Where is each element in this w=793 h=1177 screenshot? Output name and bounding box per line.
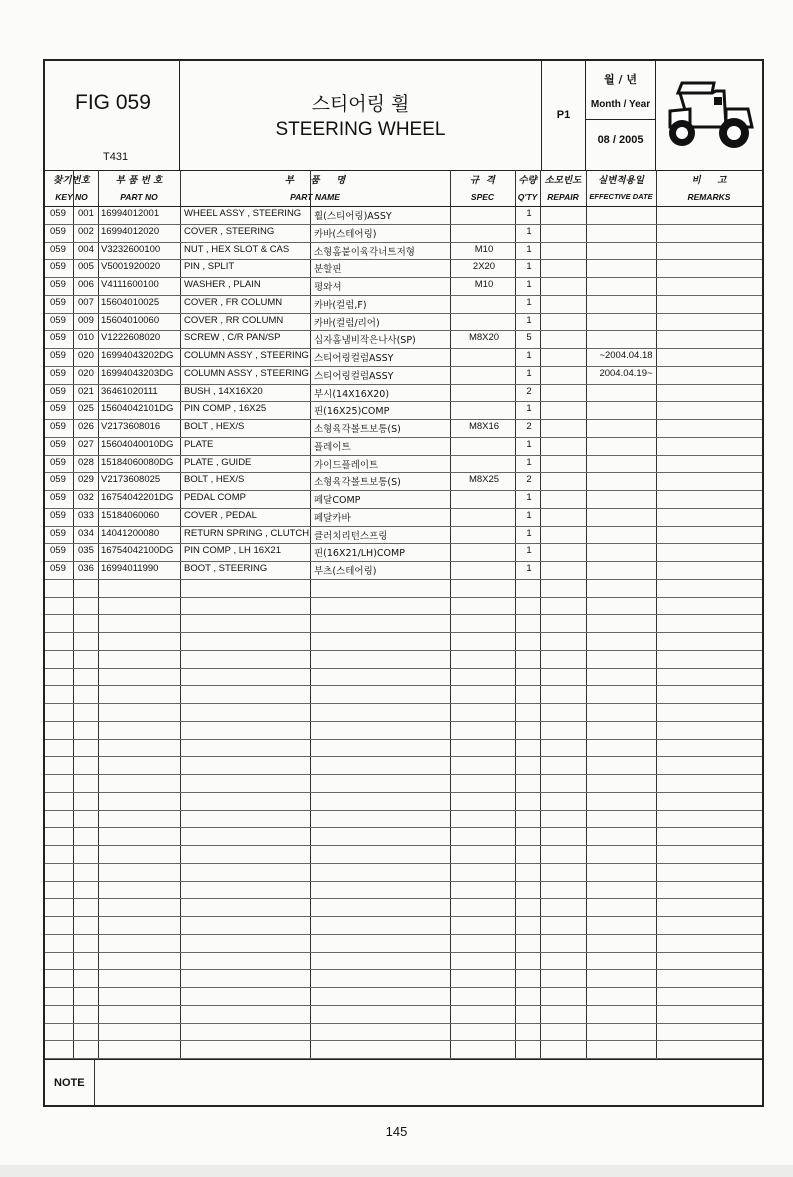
row-rule bbox=[45, 650, 762, 651]
part-number: V1222608020 bbox=[101, 332, 161, 344]
quantity: 2 bbox=[526, 421, 532, 432]
table-row bbox=[45, 259, 762, 277]
key-number: 035 bbox=[78, 545, 94, 557]
fig-number: FIG 059 bbox=[75, 91, 151, 114]
table-row bbox=[45, 526, 762, 544]
spec: M8X16 bbox=[468, 421, 500, 432]
part-name-korean: 십자홈냄비작은나사(SP) bbox=[314, 335, 416, 347]
col-repair-en: REPAIR bbox=[547, 192, 579, 202]
part-name-korean: 페달COMP bbox=[314, 495, 361, 506]
key-number: 010 bbox=[78, 332, 94, 344]
col-key-no-ko: 찾기번호 bbox=[53, 175, 90, 186]
part-name-korean: 평와셔 bbox=[314, 282, 342, 293]
col-spec-ko: 규 격 bbox=[470, 175, 495, 186]
col-key-no bbox=[45, 170, 98, 206]
col-qty bbox=[515, 170, 540, 206]
part-name: COLUMN ASSY , STEERING bbox=[184, 350, 309, 361]
table-row bbox=[45, 561, 762, 579]
part-name-korean: 스티어링컬럼ASSY bbox=[314, 370, 394, 382]
page-code: P1 bbox=[556, 109, 571, 121]
part-name: NUT , HEX SLOT & CAS bbox=[184, 243, 290, 255]
row-rule bbox=[45, 952, 762, 953]
col-part-no-ko: 부 품 번 호 bbox=[115, 175, 163, 186]
effective-date: ~2004.04.18 bbox=[599, 350, 653, 361]
quantity: 1 bbox=[526, 296, 532, 308]
row-rule bbox=[45, 614, 762, 615]
key-number: 032 bbox=[78, 492, 94, 503]
figure-number: 059 bbox=[50, 314, 66, 326]
figure-number: 059 bbox=[50, 296, 66, 308]
figure-number: 059 bbox=[50, 474, 66, 486]
row-rule bbox=[45, 721, 762, 722]
effective-date: 2004.04.19~ bbox=[599, 367, 653, 379]
part-name: COLUMN ASSY , STEERING bbox=[184, 367, 309, 379]
key-number: 002 bbox=[78, 225, 94, 237]
parts-sheet bbox=[43, 59, 764, 1107]
row-rule bbox=[45, 739, 762, 740]
col-part-no bbox=[98, 170, 180, 206]
part-name-korean: 클러치리턴스프링 bbox=[314, 530, 388, 542]
part-number: V3232600100 bbox=[101, 243, 161, 255]
quantity: 1 bbox=[526, 350, 532, 361]
part-number: V4111600100 bbox=[101, 279, 159, 290]
key-number: 025 bbox=[78, 403, 94, 415]
part-name: PLATE bbox=[184, 438, 214, 450]
title-cell bbox=[180, 61, 542, 170]
part-number: 15184060060 bbox=[101, 509, 160, 521]
key-number: 005 bbox=[78, 261, 94, 273]
quantity: 1 bbox=[526, 279, 532, 290]
part-name-korean: 분할핀 bbox=[314, 264, 342, 276]
part-number: 16994012001 bbox=[101, 208, 160, 219]
figure-number: 059 bbox=[50, 332, 66, 344]
key-number: 009 bbox=[78, 314, 94, 326]
part-name-korean: 핀(16X25)COMP bbox=[314, 406, 390, 418]
row-rule bbox=[45, 792, 762, 793]
key-number: 034 bbox=[78, 527, 94, 539]
key-number: 026 bbox=[78, 421, 94, 432]
table-row bbox=[45, 401, 762, 419]
table-row bbox=[45, 206, 762, 224]
figure-number: 059 bbox=[50, 545, 66, 557]
col-remarks-ko: 비 고 bbox=[691, 175, 727, 186]
col-remarks-en: REMARKS bbox=[687, 192, 731, 202]
figure-number: 059 bbox=[50, 243, 66, 255]
spec: M8X20 bbox=[468, 332, 500, 344]
row-rule bbox=[45, 916, 762, 917]
effective-month-year: 08 / 2005 bbox=[597, 134, 644, 146]
row-rule bbox=[45, 579, 762, 580]
part-number: 15604010060 bbox=[101, 314, 160, 326]
figure-number: 059 bbox=[50, 492, 66, 503]
part-name-korean: 소형홈붙이육각너트저형 bbox=[314, 246, 415, 258]
part-name: PIN COMP , 16X25 bbox=[184, 403, 267, 415]
part-name: PIN , SPLIT bbox=[184, 261, 235, 273]
row-rule bbox=[45, 685, 762, 686]
part-name: BOLT , HEX/S bbox=[184, 421, 245, 432]
table-row bbox=[45, 543, 762, 561]
part-number: 15184060080DG bbox=[101, 456, 174, 468]
part-number: V2173608025 bbox=[101, 474, 161, 486]
figure-number: 059 bbox=[50, 403, 66, 415]
part-number: 16994043203DG bbox=[101, 367, 174, 379]
quantity: 1 bbox=[526, 208, 532, 219]
quantity: 1 bbox=[526, 314, 532, 326]
note-area bbox=[45, 1059, 762, 1106]
spec: M8X25 bbox=[468, 474, 500, 486]
quantity: 1 bbox=[526, 509, 532, 521]
key-number: 036 bbox=[78, 563, 94, 574]
key-number: 028 bbox=[78, 456, 94, 468]
part-name-korean: 카바(컬럼/리어) bbox=[314, 317, 380, 329]
table-row bbox=[45, 455, 762, 473]
col-qty-ko: 수량 bbox=[518, 175, 537, 186]
row-rule bbox=[45, 668, 762, 669]
part-number: 15604010025 bbox=[101, 296, 160, 308]
key-number: 020 bbox=[78, 367, 94, 379]
row-rule bbox=[45, 1040, 762, 1041]
figure-number: 059 bbox=[50, 367, 66, 379]
quantity: 1 bbox=[526, 545, 532, 557]
row-rule bbox=[45, 703, 762, 704]
spec: 2X20 bbox=[472, 261, 496, 273]
title-english: STEERING WHEEL bbox=[275, 119, 446, 140]
quantity: 1 bbox=[526, 438, 532, 450]
quantity: 1 bbox=[526, 492, 532, 503]
figure-number: 059 bbox=[50, 563, 66, 574]
table-row bbox=[45, 490, 762, 508]
key-number: 004 bbox=[78, 243, 94, 255]
quantity: 1 bbox=[526, 563, 532, 574]
part-number: 15604042101DG bbox=[101, 403, 174, 415]
table-row bbox=[45, 330, 762, 348]
figure-number: 059 bbox=[50, 208, 66, 219]
page-number: 145 bbox=[385, 1124, 408, 1139]
key-number: 033 bbox=[78, 509, 94, 521]
col-spec bbox=[450, 170, 515, 206]
table-row bbox=[45, 366, 762, 384]
table-row bbox=[45, 437, 762, 455]
part-number: 16754042201DG bbox=[101, 492, 174, 503]
key-number: 007 bbox=[78, 296, 94, 308]
table-row bbox=[45, 295, 762, 313]
part-name: BUSH , 14X16X20 bbox=[184, 385, 263, 397]
part-number: 16994011990 bbox=[101, 563, 159, 574]
row-rule bbox=[45, 881, 762, 882]
part-name-korean: 휠(스티어링)ASSY bbox=[314, 211, 392, 222]
row-rule bbox=[45, 934, 762, 935]
figure-number: 059 bbox=[50, 225, 66, 237]
part-name: WHEEL ASSY , STEERING bbox=[184, 208, 302, 219]
part-name: WASHER , PLAIN bbox=[184, 279, 261, 290]
part-name: COVER , PEDAL bbox=[184, 509, 257, 521]
scan-edge bbox=[0, 1165, 793, 1177]
row-rule bbox=[45, 898, 762, 899]
part-name: BOOT , STEERING bbox=[184, 563, 268, 574]
part-name-korean: 가이드플레이트 bbox=[314, 459, 379, 471]
part-number: V5001920020 bbox=[101, 261, 161, 273]
row-rule bbox=[45, 597, 762, 598]
row-rule bbox=[45, 969, 762, 970]
col-part-name-en: PART NAME bbox=[290, 192, 340, 202]
figure-number: 059 bbox=[50, 509, 66, 521]
quantity: 1 bbox=[526, 527, 532, 539]
col-qty-en: Q'TY bbox=[517, 192, 538, 202]
title-korean: 스티어링 휠 bbox=[311, 93, 410, 115]
part-name-korean: 카바(컬럼,F) bbox=[314, 299, 367, 311]
figure-number: 059 bbox=[50, 261, 66, 273]
part-number: V2173608016 bbox=[101, 421, 161, 432]
col-repair-ko: 소모빈도 bbox=[544, 175, 582, 186]
part-number: 15604040010DG bbox=[101, 438, 174, 450]
spec: M10 bbox=[474, 279, 494, 290]
part-name: BOLT , HEX/S bbox=[184, 474, 245, 486]
part-name: PLATE , GUIDE bbox=[184, 456, 252, 468]
part-name-korean: 부시(14X16X20) bbox=[314, 388, 390, 400]
col-part-no-en: PART NO bbox=[120, 192, 158, 202]
part-number: 16754042100DG bbox=[101, 545, 174, 557]
page-code-cell bbox=[542, 61, 586, 170]
part-name: PEDAL COMP bbox=[184, 492, 246, 503]
key-number: 027 bbox=[78, 438, 94, 450]
part-number: 16994012020 bbox=[101, 225, 160, 237]
part-number: 14041200080 bbox=[101, 527, 160, 539]
parts-rows bbox=[45, 206, 762, 579]
figure-number: 059 bbox=[50, 456, 66, 468]
parts-table bbox=[45, 170, 762, 1059]
table-row bbox=[45, 348, 762, 366]
part-name-korean: 소형육각볼트보통(S) bbox=[314, 477, 401, 489]
tractor-logo-cell bbox=[656, 61, 762, 170]
row-rule bbox=[45, 1023, 762, 1024]
part-name-korean: 핀(16X21/LH)COMP bbox=[314, 548, 405, 560]
figure-number: 059 bbox=[50, 421, 66, 432]
key-number: 021 bbox=[78, 385, 94, 397]
part-name: COVER , FR COLUMN bbox=[184, 296, 283, 308]
key-number: 029 bbox=[78, 474, 94, 486]
part-name: COVER , STEERING bbox=[184, 225, 275, 237]
key-number: 001 bbox=[78, 208, 94, 219]
col-key-no-en: KEY NO bbox=[55, 192, 88, 202]
col-remarks bbox=[656, 170, 762, 206]
col-effective-date-en: EFFECTIVE DATE bbox=[589, 192, 653, 201]
part-name: COVER , RR COLUMN bbox=[184, 314, 284, 326]
row-rule bbox=[45, 810, 762, 811]
table-row bbox=[45, 472, 762, 490]
quantity: 2 bbox=[526, 474, 532, 486]
quantity: 1 bbox=[526, 367, 532, 379]
table-row bbox=[45, 384, 762, 402]
date-divider bbox=[586, 119, 655, 120]
note-divider bbox=[94, 1060, 95, 1106]
col-effective-date bbox=[586, 170, 656, 206]
spec: M10 bbox=[474, 243, 494, 255]
figure-number: 059 bbox=[50, 385, 66, 397]
key-number: 020 bbox=[78, 350, 94, 361]
row-rule bbox=[45, 987, 762, 988]
row-rule bbox=[45, 845, 762, 846]
row-rule bbox=[45, 756, 762, 757]
table-row bbox=[45, 224, 762, 242]
quantity: 5 bbox=[526, 332, 532, 344]
part-name-korean: 플레이트 bbox=[314, 441, 351, 453]
row-rule bbox=[45, 1005, 762, 1006]
figure-number: 059 bbox=[50, 527, 66, 539]
quantity: 1 bbox=[526, 261, 532, 273]
row-rule bbox=[45, 863, 762, 864]
col-repair bbox=[540, 170, 586, 206]
part-name-korean: 페달카바 bbox=[314, 512, 351, 524]
part-number: 36461020111 bbox=[101, 385, 158, 397]
quantity: 1 bbox=[526, 225, 532, 237]
note-label: NOTE bbox=[54, 1077, 85, 1089]
quantity: 2 bbox=[526, 385, 532, 397]
part-name: SCREW , C/R PAN/SP bbox=[184, 332, 281, 344]
part-name: RETURN SPRING , CLUTCH bbox=[184, 527, 310, 539]
date-cell bbox=[586, 61, 656, 170]
row-rule bbox=[45, 774, 762, 775]
table-row bbox=[45, 277, 762, 295]
quantity: 1 bbox=[526, 403, 532, 415]
col-part-name bbox=[180, 170, 450, 206]
figure-number: 059 bbox=[50, 279, 66, 290]
model-code: T431 bbox=[103, 151, 129, 163]
table-row bbox=[45, 313, 762, 331]
figure-number: 059 bbox=[50, 350, 66, 361]
part-name-korean: 스티어링컬럼ASSY bbox=[314, 353, 394, 364]
table-row bbox=[45, 419, 762, 437]
row-rule bbox=[45, 827, 762, 828]
col-part-name-ko: 부 품 명 bbox=[284, 175, 346, 186]
table-row bbox=[45, 242, 762, 260]
col-effective-date-ko: 실변적용일 bbox=[598, 175, 644, 186]
col-spec-en: SPEC bbox=[470, 192, 495, 202]
part-name-korean: 부츠(스테어링) bbox=[314, 566, 377, 577]
table-row bbox=[45, 508, 762, 526]
date-label-korean: 월 / 년 bbox=[604, 73, 637, 86]
part-name-korean: 소형육각볼트보통(S) bbox=[314, 424, 401, 435]
part-number: 16994043202DG bbox=[101, 350, 174, 361]
part-name: PIN COMP , LH 16X21 bbox=[184, 545, 281, 557]
row-rule bbox=[45, 632, 762, 633]
tractor-icon bbox=[660, 71, 760, 161]
figure-number: 059 bbox=[50, 438, 66, 450]
date-label-english: Month / Year bbox=[590, 99, 651, 110]
fig-cell bbox=[45, 61, 180, 170]
key-number: 006 bbox=[78, 279, 94, 290]
quantity: 1 bbox=[526, 243, 532, 255]
quantity: 1 bbox=[526, 456, 532, 468]
part-name-korean: 카바(스테어링) bbox=[314, 228, 377, 240]
sheet-header bbox=[45, 61, 762, 171]
